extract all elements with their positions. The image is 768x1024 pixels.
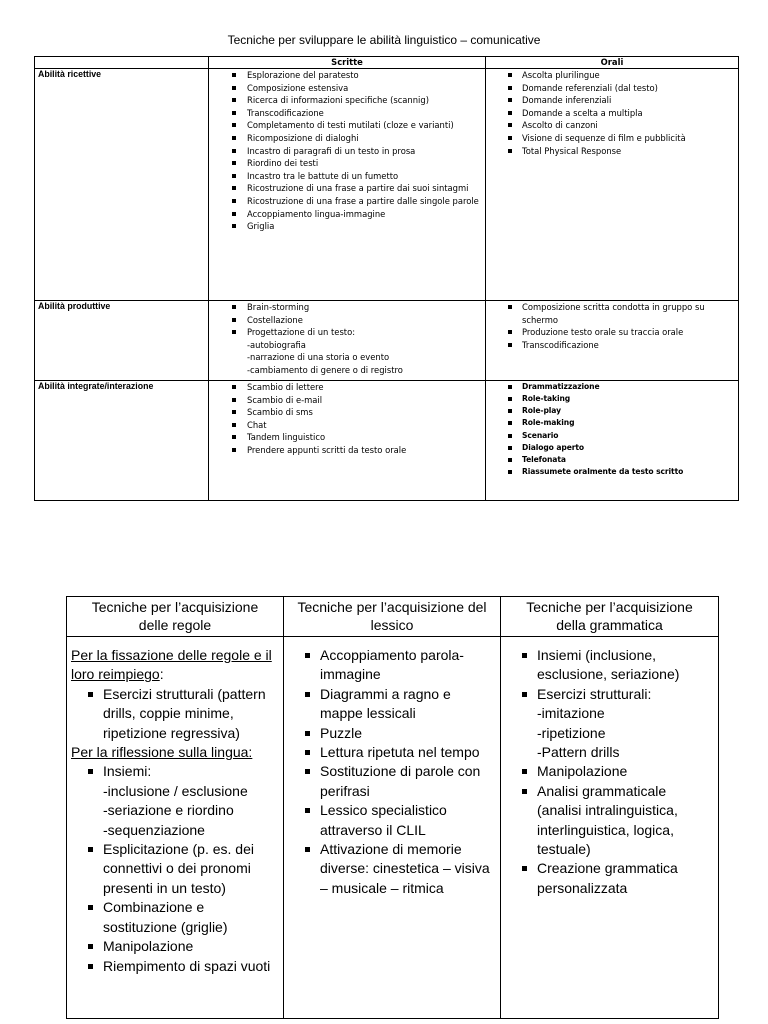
list-item: Creazione grammatica personalizzata — [501, 859, 718, 898]
cell-orali — [486, 381, 739, 501]
list-item-text: Progettazione di un testo: — [247, 327, 356, 338]
list-item: Lessico specialistico attraverso il CLIL — [284, 801, 500, 840]
list-item: Incastro tra le battute di un fumetto — [209, 170, 485, 183]
table-header-row — [67, 597, 719, 637]
list-item — [209, 326, 485, 376]
list-item: Transcodificazione — [209, 107, 485, 120]
list-item: Ricostruzione di una frase a partire dai suoi sintagmi — [209, 182, 485, 195]
list-item — [501, 685, 718, 763]
list-item: Chat — [209, 419, 485, 432]
row-label: Abilità produttive — [35, 301, 209, 381]
list-item: Scambio di lettere — [209, 381, 485, 394]
list-item: Accoppiamento parola-immagine — [284, 646, 500, 685]
header-grammatica — [501, 597, 719, 637]
list-item: Ascolta plurilingue — [486, 69, 738, 82]
list-item: Griglia — [209, 220, 485, 233]
list-item: Completamento di testi mutilati (cloze e varianti) — [209, 119, 485, 132]
acquisition-techniques-table — [66, 596, 719, 1019]
list-item: Incastro di paragrafi di un testo in prosa — [209, 145, 485, 158]
list-item: Lettura ripetuta nel tempo — [284, 743, 500, 762]
table-header-row — [35, 57, 739, 69]
sub-item: -imitazione — [537, 705, 605, 722]
sub-item: -sequenziazione — [103, 821, 205, 838]
header-line: lessico — [370, 617, 414, 633]
list-item: Costellazione — [209, 314, 485, 327]
list-item: Accoppiamento lingua-immagine — [209, 208, 485, 221]
document-title: Tecniche per sviluppare le abilità linguistico – comunicative — [227, 33, 541, 47]
list-item: Scambio di e-mail — [209, 394, 485, 407]
list-item: Visione di sequenze di film e pubblicità — [486, 132, 738, 145]
list-item: Domande a scelta a multipla — [486, 107, 738, 120]
cell-regole — [67, 637, 284, 1019]
list-item: Diagrammi a ragno e mappe lessicali — [284, 685, 500, 724]
list-item: Composizione scritta condotta in gruppo su schermo — [486, 301, 738, 326]
sub-item: -inclusione / esclusione — [103, 782, 248, 799]
list-item: Brain-storming — [209, 301, 485, 314]
list-item: Transcodificazione — [486, 339, 738, 352]
section-heading-riflessione: Per la riflessione sulla lingua: — [71, 744, 253, 761]
list-item: Total Physical Response — [486, 145, 738, 158]
list-item — [67, 762, 283, 840]
list-item: Domande inferenziali — [486, 94, 738, 107]
list-item: Scambio di sms — [209, 406, 485, 419]
cell-orali — [486, 301, 739, 381]
header-lessico — [284, 597, 501, 637]
header-line: Tecniche per l’acquisizione — [91, 599, 259, 615]
header-empty — [35, 57, 209, 69]
list-item: Sostituzione di parole con perifrasi — [284, 762, 500, 801]
header-regole — [67, 597, 284, 637]
list-item: Produzione testo orale su traccia orale — [486, 326, 738, 339]
header-line: Tecniche per l’acquisizione — [526, 599, 693, 615]
header-line: Tecniche per l’acquisizione del — [297, 599, 487, 615]
list-item: Esplorazione del paratesto — [209, 69, 485, 82]
sub-item: -Pattern drills — [537, 744, 620, 761]
header-line: della grammatica — [556, 617, 663, 633]
table-row-integrate — [35, 381, 739, 501]
list-item: Manipolazione — [501, 762, 718, 781]
list-item: Role-play — [486, 405, 738, 417]
list-item: Ricostruzione di una frase a partire dalle singole parole — [209, 195, 485, 208]
list-item: Prendere appunti scritti da testo orale — [209, 444, 485, 457]
row-label: Abilità ricettive — [35, 69, 209, 301]
section-heading-text: Per la fissazione delle regole e il loro reimpiego — [71, 647, 272, 683]
sub-item: -seriazione e riordino — [103, 802, 234, 819]
list-item: Ascolto di canzoni — [486, 119, 738, 132]
list-item: Role-taking — [486, 393, 738, 405]
list-item: Telefonata — [486, 454, 738, 466]
list-item: Scenario — [486, 430, 738, 442]
table-body-row — [67, 637, 719, 1019]
list-item: Ricerca di informazioni specifiche (scannig) — [209, 94, 485, 107]
list-item: Composizione estensiva — [209, 82, 485, 95]
list-item: Analisi grammaticale (analisi intralinguistica, interlinguistica, logica, testuale) — [501, 782, 718, 860]
header-orali: Orali — [486, 57, 739, 69]
skills-techniques-table — [34, 56, 739, 501]
list-item: Domande referenziali (dal testo) — [486, 82, 738, 95]
list-item-text: Esercizi strutturali: — [537, 685, 652, 702]
list-item: Insiemi (inclusione, esclusione, seriazione) — [501, 646, 718, 685]
cell-orali — [486, 69, 739, 301]
list-item: Tandem linguistico — [209, 431, 485, 444]
list-item: Attivazione di memorie diverse: cinestetica – visiva – musicale – ritmica — [284, 840, 500, 898]
cell-scritte — [209, 381, 486, 501]
sub-item: -narrazione di una storia o evento — [247, 352, 390, 363]
section-heading-fissazione — [67, 646, 283, 685]
row-label: Abilità integrate/interazione — [35, 381, 209, 501]
sub-item: -cambiamento di genere o di registro — [247, 365, 403, 376]
section-heading-colon: : — [159, 666, 164, 683]
list-item: Role-making — [486, 417, 738, 429]
cell-lessico — [284, 637, 501, 1019]
sub-item: -autobiografia — [247, 339, 306, 350]
header-scritte: Scritte — [209, 57, 486, 69]
list-item: Esercizi strutturali (pattern drills, coppie minime, ripetizione regressiva) — [67, 685, 283, 743]
list-item: Esplicitazione (p. es. dei connettivi o dei pronomi presenti in un testo) — [67, 840, 283, 898]
list-item: Combinazione e sostituzione (griglie) — [67, 898, 283, 937]
list-item-text: Insiemi: — [103, 763, 152, 780]
cell-scritte — [209, 301, 486, 381]
cell-grammatica — [501, 637, 719, 1019]
list-item: Ricomposizione di dialoghi — [209, 132, 485, 145]
list-item: Riassumete oralmente da testo scritto — [486, 466, 738, 478]
list-item: Puzzle — [284, 724, 500, 743]
table-row-produttive — [35, 301, 739, 381]
list-item: Drammatizzazione — [486, 381, 738, 393]
sub-item: -ripetizione — [537, 724, 606, 741]
cell-scritte — [209, 69, 486, 301]
list-item: Manipolazione — [67, 937, 283, 956]
header-line: delle regole — [138, 617, 212, 633]
table-row-ricettive — [35, 69, 739, 301]
list-item: Riordino dei testi — [209, 157, 485, 170]
list-item: Dialogo aperto — [486, 442, 738, 454]
list-item: Riempimento di spazi vuoti — [67, 957, 283, 976]
